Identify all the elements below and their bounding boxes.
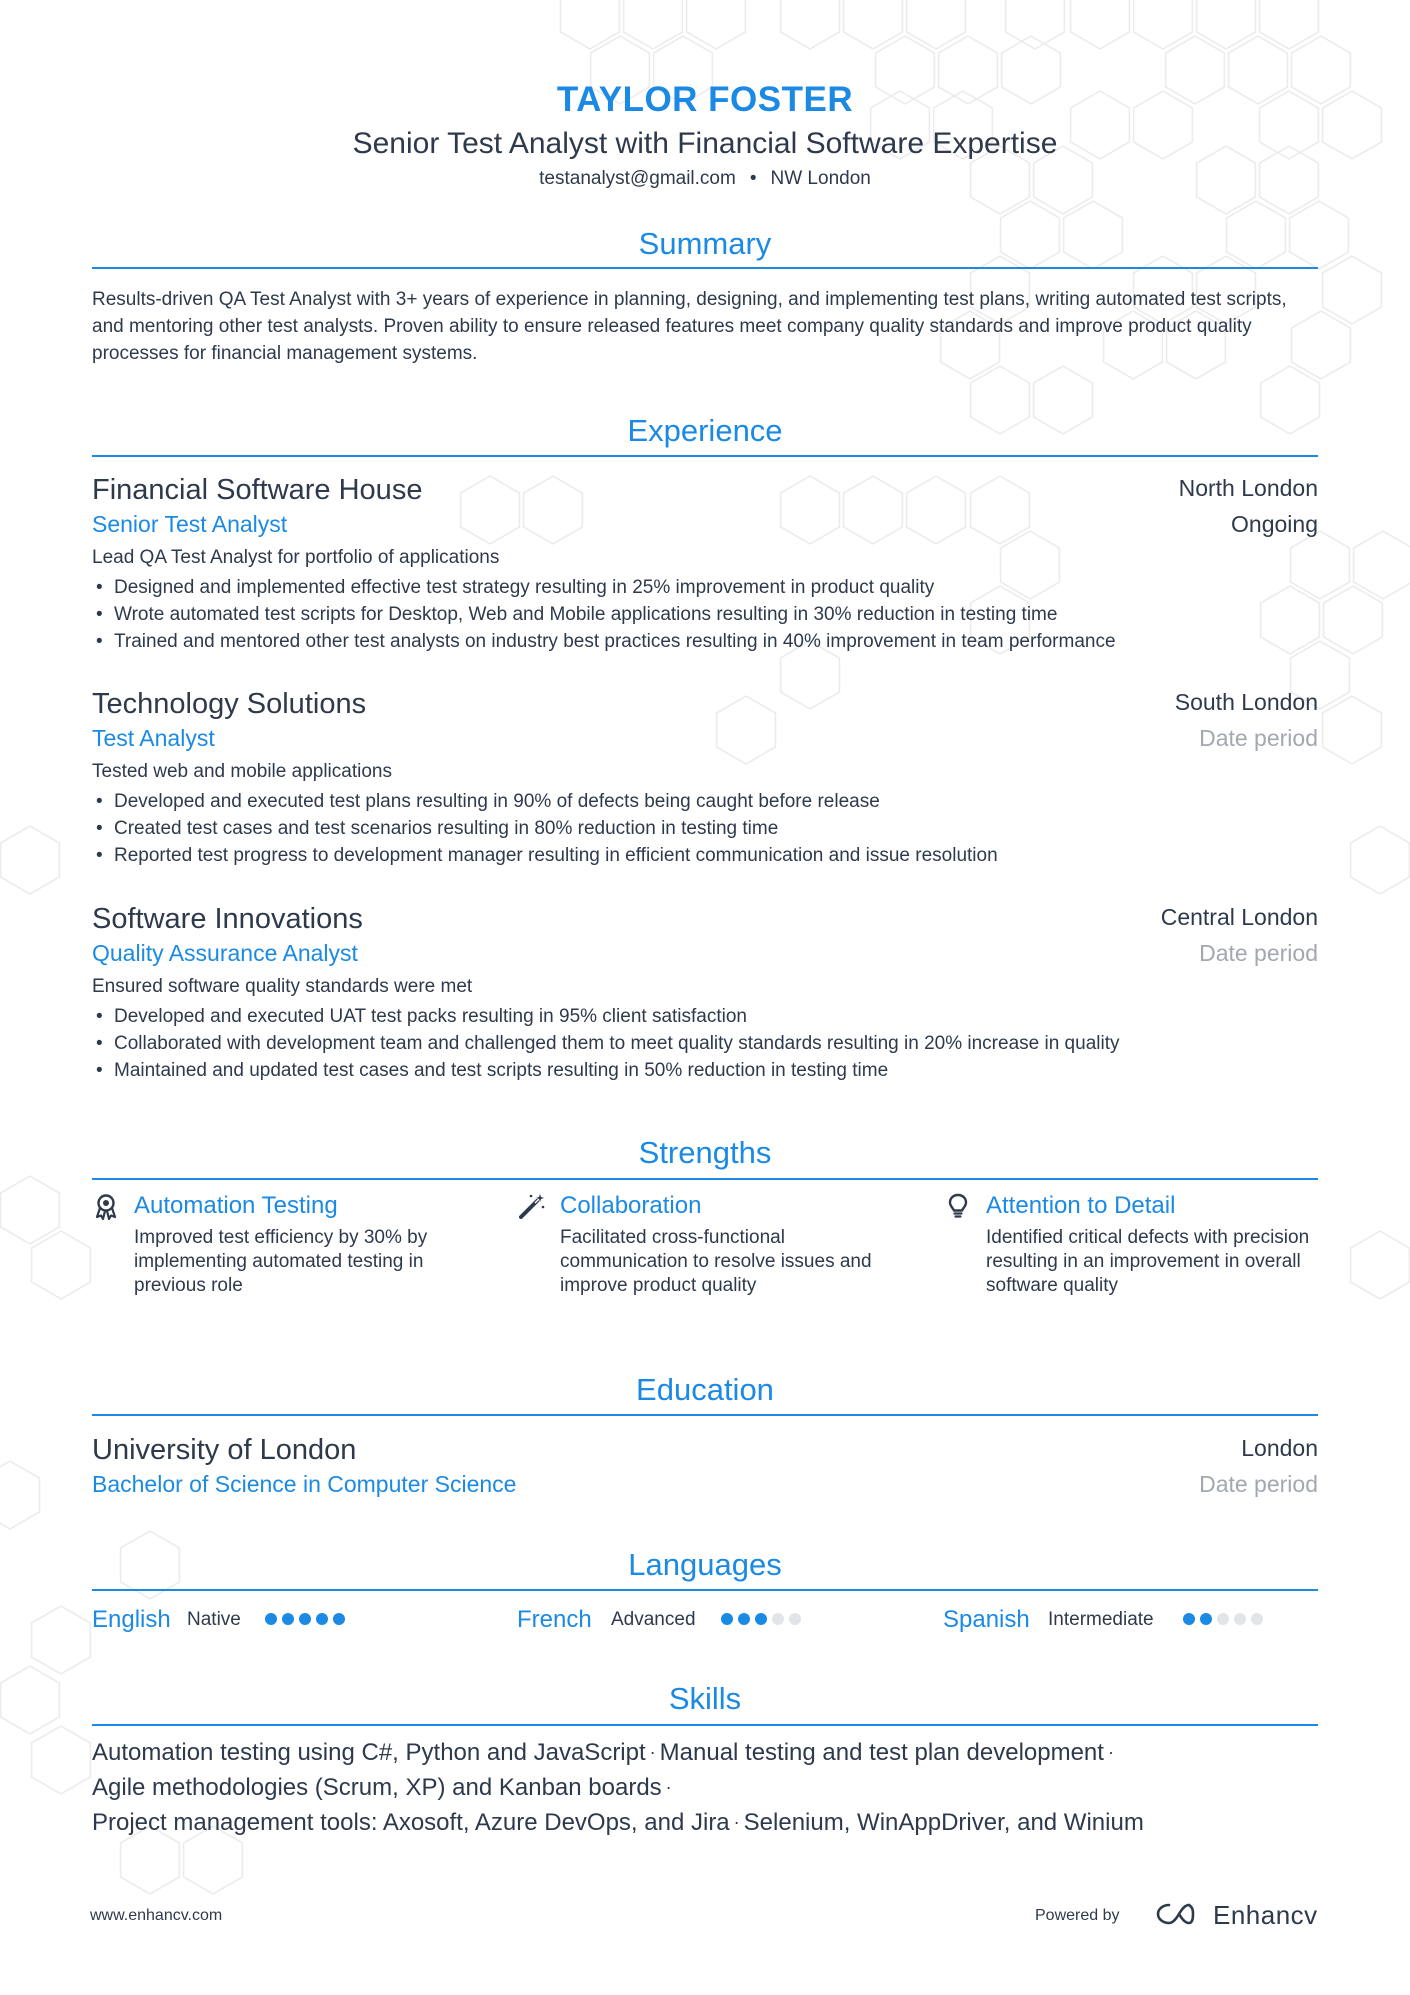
website-link[interactable]: www.enhancv.com [90,1907,223,1924]
language-name: Spanish [943,1606,1030,1633]
language-level: Advanced [611,1609,696,1630]
job-description: Lead QA Test Analyst for portfolio of applications [92,547,500,568]
location-text: NW London [770,168,871,189]
job-role: Quality Assurance Analyst [92,940,358,966]
languages-divider [92,1589,1318,1591]
summary-text: Results-driven QA Test Analyst with 3+ years of experience in planning, designing, and implementing test plans, writing automated test scripts, and mentoring other test analysts. Proven ability to ensure released features meet company quality standards and improve product quality processes for financial management systems. [92,289,1287,364]
skill-item: Automation testing using C#, Python and JavaScript [92,1739,646,1766]
powered-by-label: Powered by [1035,1907,1120,1924]
strength-description: Identified critical defects with precision resulting in an improvement in overall software quality [986,1227,1310,1296]
job-date: Date period [1199,725,1318,751]
magic-wand-icon [518,1192,546,1220]
job-date: Date period [1199,940,1318,966]
languages-heading: Languages [628,1547,782,1582]
job-bullets [92,574,1116,655]
education-entry [92,1430,1318,1510]
strengths-divider [92,1178,1318,1180]
skill-item: Agile methodologies (Scrum, XP) and Kanban boards [92,1774,662,1801]
proficiency-dot-filled [333,1613,345,1625]
job-location: South London [1174,689,1318,715]
contact-info [0,164,1410,194]
bullet-item: • Created test cases and test scenarios resulting in 80% reduction in testing time [92,815,998,842]
proficiency-dots [265,1613,350,1627]
skill-item: Project management tools: Axosoft, Azure DevOps, and Jira [92,1809,730,1836]
education-location: London [1241,1435,1318,1461]
language-level: Native [187,1609,241,1630]
strength-description: Improved test efficiency by 30% by implementing automated testing in previous role [134,1227,428,1296]
skill-item: Selenium, WinAppDriver, and Winium [743,1809,1144,1836]
bullet-item: • Trained and mentored other test analysts on industry best practices resulting in 40% improvement in team performance [92,628,1116,655]
proficiency-dots [721,1613,806,1627]
skill-separator: · [1107,1742,1114,1762]
skills-heading: Skills [668,1681,742,1716]
strength-name: Attention to Detail [986,1192,1176,1219]
award-ribbon-icon [92,1192,120,1220]
proficiency-dot-filled [299,1613,311,1625]
proficiency-dot-filled [1200,1613,1212,1625]
strength-description: Facilitated cross-functional communication to resolve issues and improve product quality [560,1227,872,1296]
resume-header [0,76,1410,194]
education-heading: Education [636,1372,774,1407]
candidate-name: TAYLOR FOSTER [556,80,854,119]
proficiency-dot-filled [282,1613,294,1625]
skills-divider [92,1724,1318,1726]
proficiency-dots [1183,1613,1268,1627]
bullet-item: • Maintained and updated test cases and test scripts resulting in 50% reduction in testing time [92,1057,1119,1084]
language-name: English [92,1606,171,1633]
bullet-item: • Collaborated with development team and challenged them to meet quality standards resulting in 20% increase in quality [92,1030,1119,1057]
job-role: Test Analyst [92,725,215,751]
bullet-item: • Wrote automated test scripts for Desktop, Web and Mobile applications resulting in 30% reduction in testing time [92,601,1116,628]
proficiency-dot-filled [1183,1613,1195,1625]
email-text[interactable]: testanalyst@gmail.com [539,168,736,189]
bullet-item: • Developed and executed UAT test packs resulting in 95% client satisfaction [92,1003,1119,1030]
proficiency-dot-empty [1217,1613,1229,1625]
enhancv-logo-icon [1155,1900,1195,1928]
job-description: Ensured software quality standards were met [92,976,473,997]
proficiency-dot-empty [789,1613,801,1625]
school-name: University of London [92,1434,357,1466]
lightbulb-icon [944,1192,972,1220]
job-location: North London [1178,475,1318,501]
company-name: Software Innovations [92,903,363,935]
proficiency-dot-empty [1234,1613,1246,1625]
proficiency-dot-filled [265,1613,277,1625]
education-divider [92,1414,1318,1416]
proficiency-dot-filled [738,1613,750,1625]
degree: Bachelor of Science in Computer Science [92,1471,517,1497]
separator-dot: • [749,168,757,189]
job-bullets [92,1003,1119,1084]
language-level: Intermediate [1048,1609,1154,1630]
company-name: Financial Software House [92,474,423,506]
skill-item: Manual testing and test plan development [659,1739,1104,1766]
proficiency-dot-filled [316,1613,328,1625]
skill-separator: · [733,1812,740,1832]
bullet-item: • Developed and executed test plans resulting in 90% of defects being caught before release [92,788,998,815]
candidate-title: Senior Test Analyst with Financial Software Expertise [352,127,1058,160]
education-date: Date period [1199,1471,1318,1497]
enhancv-brand-name: Enhancv [1213,1900,1318,1930]
company-name: Technology Solutions [92,688,367,720]
skill-separator: · [649,1742,656,1762]
bullet-item: • Reported test progress to development manager resulting in efficient communication and issue resolution [92,842,998,869]
experience-divider [92,455,1318,457]
job-description: Tested web and mobile applications [92,761,392,782]
skills-list [92,1735,1318,1840]
strength-name: Automation Testing [134,1192,338,1219]
summary-heading: Summary [638,226,772,261]
strength-name: Collaboration [560,1192,702,1219]
skill-separator: · [665,1777,672,1797]
proficiency-dot-filled [721,1613,733,1625]
language-name: French [517,1606,592,1633]
job-bullets [92,788,998,869]
bullet-item: • Designed and implemented effective test strategy resulting in 25% improvement in product quality [92,574,1116,601]
job-date: Ongoing [1231,511,1318,537]
proficiency-dot-filled [755,1613,767,1625]
experience-heading: Experience [627,413,783,448]
strengths-heading: Strengths [638,1135,772,1170]
proficiency-dot-empty [1251,1613,1263,1625]
job-role: Senior Test Analyst [92,511,288,537]
job-location: Central London [1160,904,1318,930]
proficiency-dot-empty [772,1613,784,1625]
summary-divider [92,267,1318,269]
